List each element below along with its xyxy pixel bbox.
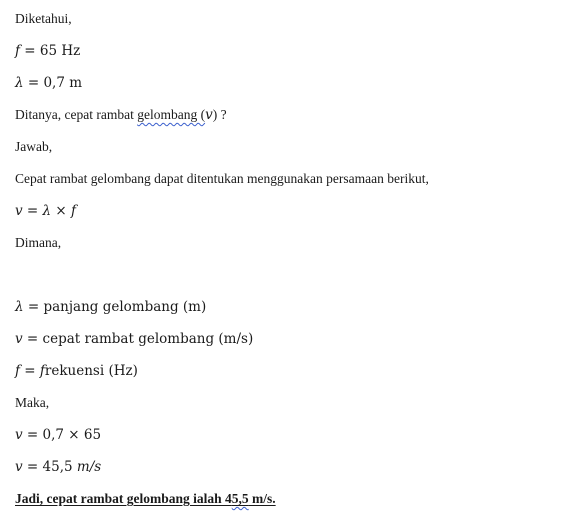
calc2-unit: m/s <box>76 459 102 475</box>
definition-frequency <box>15 362 138 380</box>
ditanya-suffix: ) ? <box>212 107 227 122</box>
jawab-text: Jawab, <box>15 139 53 154</box>
ditanya-line <box>15 106 227 124</box>
calc2-text: = 45,5 <box>22 459 77 475</box>
ditanya-spellcheck-word: gelombang ( <box>137 107 206 122</box>
def-f-equals: = <box>20 363 40 379</box>
def-v-text: = cepat rambat gelombang (m/s) <box>22 331 254 347</box>
frequency-value: = 65 Hz <box>20 43 81 59</box>
frequency-symbol: f <box>15 43 20 59</box>
wavelength-symbol: λ <box>15 75 24 91</box>
conclusion-line <box>15 490 276 508</box>
calculation-step-1 <box>15 426 101 444</box>
formula-lambda: λ <box>42 203 52 219</box>
ditanya-v-symbol: v <box>205 107 213 123</box>
known-wavelength <box>15 74 82 92</box>
diketahui-label <box>15 10 72 28</box>
calculation-step-2 <box>15 458 101 476</box>
ditanya-prefix: Ditanya, cepat rambat <box>15 107 138 122</box>
conclusion-text <box>15 491 276 506</box>
def-lambda-symbol: λ <box>15 299 24 315</box>
conclusion-prefix: Jadi, cepat rambat gelombang ialah 4 <box>15 491 232 506</box>
def-f-symbol: f <box>15 363 20 379</box>
calc1-text: = 0,7 × 65 <box>22 427 102 443</box>
def-f-italic: f <box>39 363 45 379</box>
diketahui-text: Diketahui, <box>15 11 72 26</box>
conclusion-suffix: m/s. <box>248 491 276 506</box>
definition-wavelength <box>15 298 206 316</box>
def-v-symbol: v <box>15 331 23 347</box>
calc2-v-symbol: v <box>15 459 23 475</box>
def-f-text: rekuensi (Hz) <box>44 363 138 379</box>
formula-times: × <box>51 203 72 219</box>
cepat-rambat-statement <box>15 170 429 188</box>
definition-velocity <box>15 330 253 348</box>
formula-f: f <box>71 203 77 219</box>
wavelength-value: = 0,7 m <box>23 75 83 91</box>
formula-line <box>15 202 76 220</box>
formula-equals: = <box>22 203 43 219</box>
dimana-text: Dimana, <box>15 235 62 250</box>
maka-label <box>15 394 49 412</box>
conclusion-spellcheck-value: 5,5 <box>231 491 249 506</box>
def-lambda-text: = panjang gelombang (m) <box>23 299 207 315</box>
calc1-v-symbol: v <box>15 427 23 443</box>
dimana-label <box>15 234 61 252</box>
known-frequency <box>15 42 80 60</box>
maka-text: Maka, <box>15 395 50 410</box>
cepat-rambat-text: Cepat rambat gelombang dapat ditentukan menggunakan persamaan berikut, <box>15 171 429 186</box>
formula-v: v <box>15 203 23 219</box>
jawab-label <box>15 138 52 156</box>
